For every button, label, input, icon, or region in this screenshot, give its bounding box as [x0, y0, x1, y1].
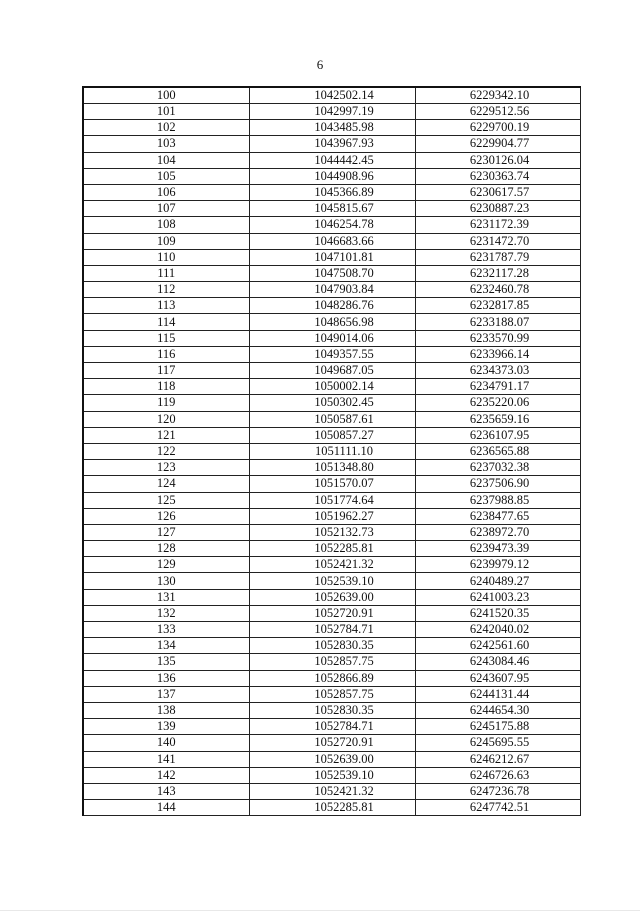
- y-coordinate-cell: 6244654.30: [415, 702, 580, 718]
- x-coordinate-cell: 1052421.32: [249, 557, 415, 573]
- x-coordinate-cell: 1052830.35: [249, 638, 415, 654]
- table-row: [83, 492, 580, 508]
- table-row: [83, 363, 580, 379]
- y-coordinate-cell: 6239979.12: [415, 557, 580, 573]
- coordinates-table-body: [83, 87, 580, 816]
- coordinates-table: [82, 86, 581, 816]
- x-coordinate-cell: 1046683.66: [249, 233, 415, 249]
- table-row: [83, 411, 580, 427]
- y-coordinate-cell: 6242040.02: [415, 622, 580, 638]
- x-coordinate-cell: 1052830.35: [249, 702, 415, 718]
- x-coordinate-cell: 1052639.00: [249, 751, 415, 767]
- point-number-cell: 133: [83, 622, 249, 638]
- y-coordinate-cell: 6236565.88: [415, 443, 580, 459]
- point-number-cell: 108: [83, 217, 249, 233]
- y-coordinate-cell: 6241003.23: [415, 589, 580, 605]
- x-coordinate-cell: 1051111.10: [249, 443, 415, 459]
- y-coordinate-cell: 6239473.39: [415, 541, 580, 557]
- point-number-cell: 111: [83, 265, 249, 281]
- y-coordinate-cell: 6232460.78: [415, 282, 580, 298]
- x-coordinate-cell: 1050857.27: [249, 427, 415, 443]
- point-number-cell: 126: [83, 508, 249, 524]
- point-number-cell: 102: [83, 120, 249, 136]
- point-number-cell: 138: [83, 702, 249, 718]
- table-row: [83, 233, 580, 249]
- y-coordinate-cell: 6237506.90: [415, 476, 580, 492]
- x-coordinate-cell: 1052539.10: [249, 767, 415, 783]
- table-row: [83, 622, 580, 638]
- table-row: [83, 702, 580, 718]
- point-number-cell: 106: [83, 184, 249, 200]
- table-row: [83, 330, 580, 346]
- table-row: [83, 573, 580, 589]
- y-coordinate-cell: 6245695.55: [415, 735, 580, 751]
- table-row: [83, 670, 580, 686]
- x-coordinate-cell: 1047903.84: [249, 282, 415, 298]
- y-coordinate-cell: 6230887.23: [415, 201, 580, 217]
- table-row: [83, 767, 580, 783]
- y-coordinate-cell: 6231172.39: [415, 217, 580, 233]
- x-coordinate-cell: 1049357.55: [249, 346, 415, 362]
- point-number-cell: 125: [83, 492, 249, 508]
- point-number-cell: 127: [83, 524, 249, 540]
- x-coordinate-cell: 1052720.91: [249, 735, 415, 751]
- y-coordinate-cell: 6234791.17: [415, 379, 580, 395]
- x-coordinate-cell: 1047508.70: [249, 265, 415, 281]
- y-coordinate-cell: 6240489.27: [415, 573, 580, 589]
- y-coordinate-cell: 6246212.67: [415, 751, 580, 767]
- table-row: [83, 184, 580, 200]
- table-row: [83, 800, 580, 816]
- x-coordinate-cell: 1052421.32: [249, 783, 415, 799]
- x-coordinate-cell: 1052639.00: [249, 589, 415, 605]
- table-row: [83, 686, 580, 702]
- point-number-cell: 119: [83, 395, 249, 411]
- y-coordinate-cell: 6246726.63: [415, 767, 580, 783]
- table-row: [83, 217, 580, 233]
- table-row: [83, 379, 580, 395]
- x-coordinate-cell: 1050302.45: [249, 395, 415, 411]
- table-row: [83, 136, 580, 152]
- table-row: [83, 443, 580, 459]
- table-row: [83, 735, 580, 751]
- y-coordinate-cell: 6238477.65: [415, 508, 580, 524]
- page-bottom-edge: [0, 910, 640, 911]
- x-coordinate-cell: 1046254.78: [249, 217, 415, 233]
- table-row: [83, 427, 580, 443]
- table-row: [83, 508, 580, 524]
- y-coordinate-cell: 6234373.03: [415, 363, 580, 379]
- table-row: [83, 783, 580, 799]
- table-row: [83, 298, 580, 314]
- table-row: [83, 152, 580, 168]
- point-number-cell: 130: [83, 573, 249, 589]
- point-number-cell: 120: [83, 411, 249, 427]
- y-coordinate-cell: 6230363.74: [415, 168, 580, 184]
- point-number-cell: 131: [83, 589, 249, 605]
- table-row: [83, 476, 580, 492]
- y-coordinate-cell: 6245175.88: [415, 719, 580, 735]
- point-number-cell: 141: [83, 751, 249, 767]
- table-row: [83, 314, 580, 330]
- x-coordinate-cell: 1042502.14: [249, 87, 415, 104]
- point-number-cell: 135: [83, 654, 249, 670]
- table-row: [83, 524, 580, 540]
- y-coordinate-cell: 6229342.10: [415, 87, 580, 104]
- point-number-cell: 140: [83, 735, 249, 751]
- y-coordinate-cell: 6230126.04: [415, 152, 580, 168]
- y-coordinate-cell: 6233570.99: [415, 330, 580, 346]
- point-number-cell: 142: [83, 767, 249, 783]
- point-number-cell: 107: [83, 201, 249, 217]
- y-coordinate-cell: 6229700.19: [415, 120, 580, 136]
- table-row: [83, 104, 580, 120]
- table-row: [83, 282, 580, 298]
- x-coordinate-cell: 1043485.98: [249, 120, 415, 136]
- x-coordinate-cell: 1045815.67: [249, 201, 415, 217]
- x-coordinate-cell: 1048286.76: [249, 298, 415, 314]
- x-coordinate-cell: 1044908.96: [249, 168, 415, 184]
- point-number-cell: 144: [83, 800, 249, 816]
- x-coordinate-cell: 1050587.61: [249, 411, 415, 427]
- x-coordinate-cell: 1049687.05: [249, 363, 415, 379]
- y-coordinate-cell: 6242561.60: [415, 638, 580, 654]
- y-coordinate-cell: 6230617.57: [415, 184, 580, 200]
- point-number-cell: 117: [83, 363, 249, 379]
- point-number-cell: 104: [83, 152, 249, 168]
- y-coordinate-cell: 6241520.35: [415, 605, 580, 621]
- y-coordinate-cell: 6238972.70: [415, 524, 580, 540]
- y-coordinate-cell: 6235659.16: [415, 411, 580, 427]
- point-number-cell: 114: [83, 314, 249, 330]
- x-coordinate-cell: 1050002.14: [249, 379, 415, 395]
- x-coordinate-cell: 1052784.71: [249, 622, 415, 638]
- table-row: [83, 395, 580, 411]
- table-row: [83, 201, 580, 217]
- point-number-cell: 122: [83, 443, 249, 459]
- table-row: [83, 346, 580, 362]
- x-coordinate-cell: 1051774.64: [249, 492, 415, 508]
- point-number-cell: 110: [83, 249, 249, 265]
- point-number-cell: 115: [83, 330, 249, 346]
- x-coordinate-cell: 1043967.93: [249, 136, 415, 152]
- point-number-cell: 105: [83, 168, 249, 184]
- point-number-cell: 132: [83, 605, 249, 621]
- y-coordinate-cell: 6232117.28: [415, 265, 580, 281]
- y-coordinate-cell: 6247742.51: [415, 800, 580, 816]
- y-coordinate-cell: 6237988.85: [415, 492, 580, 508]
- y-coordinate-cell: 6231472.70: [415, 233, 580, 249]
- table-row: [83, 265, 580, 281]
- point-number-cell: 101: [83, 104, 249, 120]
- point-number-cell: 143: [83, 783, 249, 799]
- table-row: [83, 168, 580, 184]
- point-number-cell: 136: [83, 670, 249, 686]
- point-number-cell: 134: [83, 638, 249, 654]
- x-coordinate-cell: 1052857.75: [249, 686, 415, 702]
- point-number-cell: 129: [83, 557, 249, 573]
- x-coordinate-cell: 1051570.07: [249, 476, 415, 492]
- y-coordinate-cell: 6235220.06: [415, 395, 580, 411]
- x-coordinate-cell: 1047101.81: [249, 249, 415, 265]
- point-number-cell: 124: [83, 476, 249, 492]
- y-coordinate-cell: 6244131.44: [415, 686, 580, 702]
- y-coordinate-cell: 6237032.38: [415, 460, 580, 476]
- table-row: [83, 460, 580, 476]
- page-number: 6: [316, 57, 324, 72]
- y-coordinate-cell: 6236107.95: [415, 427, 580, 443]
- y-coordinate-cell: 6233188.07: [415, 314, 580, 330]
- table-row: [83, 87, 580, 104]
- y-coordinate-cell: 6229904.77: [415, 136, 580, 152]
- point-number-cell: 123: [83, 460, 249, 476]
- table-row: [83, 589, 580, 605]
- x-coordinate-cell: 1052285.81: [249, 541, 415, 557]
- x-coordinate-cell: 1052132.73: [249, 524, 415, 540]
- x-coordinate-cell: 1051348.80: [249, 460, 415, 476]
- y-coordinate-cell: 6231787.79: [415, 249, 580, 265]
- y-coordinate-cell: 6247236.78: [415, 783, 580, 799]
- x-coordinate-cell: 1052539.10: [249, 573, 415, 589]
- y-coordinate-cell: 6243084.46: [415, 654, 580, 670]
- x-coordinate-cell: 1052784.71: [249, 719, 415, 735]
- table-row: [83, 541, 580, 557]
- point-number-cell: 116: [83, 346, 249, 362]
- table-row: [83, 654, 580, 670]
- table-row: [83, 557, 580, 573]
- x-coordinate-cell: 1042997.19: [249, 104, 415, 120]
- x-coordinate-cell: 1045366.89: [249, 184, 415, 200]
- y-coordinate-cell: 6229512.56: [415, 104, 580, 120]
- point-number-cell: 103: [83, 136, 249, 152]
- x-coordinate-cell: 1044442.45: [249, 152, 415, 168]
- x-coordinate-cell: 1052857.75: [249, 654, 415, 670]
- point-number-cell: 113: [83, 298, 249, 314]
- table-row: [83, 638, 580, 654]
- point-number-cell: 128: [83, 541, 249, 557]
- x-coordinate-cell: 1048656.98: [249, 314, 415, 330]
- x-coordinate-cell: 1052866.89: [249, 670, 415, 686]
- point-number-cell: 100: [83, 87, 249, 104]
- point-number-cell: 121: [83, 427, 249, 443]
- point-number-cell: 137: [83, 686, 249, 702]
- table-row: [83, 120, 580, 136]
- x-coordinate-cell: 1049014.06: [249, 330, 415, 346]
- y-coordinate-cell: 6243607.95: [415, 670, 580, 686]
- table-row: [83, 751, 580, 767]
- point-number-cell: 112: [83, 282, 249, 298]
- x-coordinate-cell: 1052720.91: [249, 605, 415, 621]
- y-coordinate-cell: 6232817.85: [415, 298, 580, 314]
- table-row: [83, 605, 580, 621]
- table-row: [83, 249, 580, 265]
- y-coordinate-cell: 6233966.14: [415, 346, 580, 362]
- point-number-cell: 118: [83, 379, 249, 395]
- x-coordinate-cell: 1051962.27: [249, 508, 415, 524]
- x-coordinate-cell: 1052285.81: [249, 800, 415, 816]
- table-row: [83, 719, 580, 735]
- point-number-cell: 139: [83, 719, 249, 735]
- point-number-cell: 109: [83, 233, 249, 249]
